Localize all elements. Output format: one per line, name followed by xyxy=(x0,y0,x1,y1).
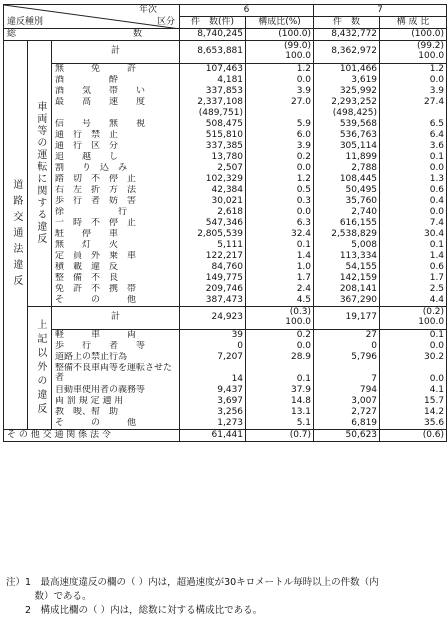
table-row xyxy=(4,63,447,75)
row-label: そ の 他 xyxy=(52,418,180,430)
table-cell: 325,992 xyxy=(314,86,380,97)
table-cell: 305,114 xyxy=(314,141,380,152)
table-cell: 142,159 xyxy=(314,273,380,284)
table-cell: 2.5 xyxy=(380,284,447,295)
table-cell: 27.4 xyxy=(380,97,447,108)
table-cell: 3,619 xyxy=(314,75,380,86)
table-cell: 387,473 xyxy=(180,295,246,307)
ratio-share: (0.2) xyxy=(422,306,445,317)
table-cell: 101,466 xyxy=(314,63,380,75)
row-label: 右 左 折 方 法 xyxy=(52,185,180,196)
table-cell: 3,007 xyxy=(314,396,380,407)
table-cell: 61,441 xyxy=(180,429,246,441)
ratio-share: (99.2) xyxy=(416,40,445,51)
table-cell: (489,751) xyxy=(180,108,246,119)
table-cell: 28.9 xyxy=(246,352,314,363)
table-cell: 30,021 xyxy=(180,196,246,207)
table-cell: 54,155 xyxy=(314,262,380,273)
table-row xyxy=(4,329,447,341)
row-label: 歩 行 者 等 xyxy=(52,341,180,352)
table-cell: 337,385 xyxy=(180,141,246,152)
footnote-line: 2 構成比欄の（ ）内は，総数に対する構成比である。 xyxy=(6,605,263,616)
table-cell: 0 xyxy=(314,341,380,352)
table-cell: 1,273 xyxy=(180,418,246,430)
table-cell: 0.0 xyxy=(380,207,447,218)
table-cell: 0.1 xyxy=(380,240,447,251)
table-row xyxy=(4,352,447,363)
table-cell: 5,796 xyxy=(314,352,380,363)
table-cell: 84,760 xyxy=(180,262,246,273)
table-cell: 508,475 xyxy=(180,119,246,130)
table-cell: 1.2 xyxy=(380,63,447,75)
table-cell: 2.4 xyxy=(246,284,314,295)
table-cell: 3,256 xyxy=(180,407,246,418)
table-cell: 536,763 xyxy=(314,130,380,141)
table-cell: 15.7 xyxy=(380,396,447,407)
table-cell: 5,008 xyxy=(314,240,380,251)
table-cell: 37.9 xyxy=(246,385,314,396)
row-label: 両 罰 規 定 適 用 xyxy=(52,396,180,407)
row-label: 歩 行 者 妨 害 xyxy=(52,196,180,207)
table-cell: 2,788 xyxy=(314,163,380,174)
table-cell: 8,432,772 xyxy=(314,28,380,40)
table-cell: 367,290 xyxy=(314,295,380,307)
table-cell: 7.4 xyxy=(380,218,447,229)
table-cell: 2,740 xyxy=(314,207,380,218)
table-cell: 1.3 xyxy=(380,174,447,185)
table-row xyxy=(4,418,447,430)
table-cell: (0.7) xyxy=(246,429,314,441)
table-cell: 515,810 xyxy=(180,130,246,141)
table-cell xyxy=(246,108,314,119)
header-corner xyxy=(4,5,180,29)
table-row xyxy=(4,97,447,108)
footnote-line: 数）である。 xyxy=(6,591,92,602)
table-cell: 6.3 xyxy=(246,218,314,229)
table-cell: 7,207 xyxy=(180,352,246,363)
table-row xyxy=(4,119,447,130)
table-cell: 8,653,881 xyxy=(180,40,246,63)
table-cell: 794 xyxy=(314,385,380,396)
table-cell: 1.0 xyxy=(246,262,314,273)
row-label: 割 り 込 み xyxy=(52,163,180,174)
table-cell: 0.0 xyxy=(246,75,314,86)
row-label: 無 免 許 xyxy=(52,63,180,75)
table-cell: 27 xyxy=(314,329,380,341)
footnotes xyxy=(6,576,379,618)
table-cell: 1.7 xyxy=(246,273,314,284)
table-cell: 4.1 xyxy=(380,385,447,396)
table-cell: 1.4 xyxy=(246,251,314,262)
other-law-label: そ の 他 交 通 関 係 法 令 xyxy=(4,429,180,441)
table-cell: 107,463 xyxy=(180,63,246,75)
table-cell: 2,727 xyxy=(314,407,380,418)
row-label: 信 号 無 視 xyxy=(52,119,180,130)
table-cell: 8,740,245 xyxy=(180,28,246,40)
table-row xyxy=(4,163,447,174)
table-cell: 0.0 xyxy=(380,75,447,86)
table-row xyxy=(4,262,447,273)
table-cell: 14.2 xyxy=(380,407,447,418)
table-cell xyxy=(246,40,314,63)
table-cell: 113,334 xyxy=(314,251,380,262)
table-cell xyxy=(380,108,447,119)
row-label: 通 行 区 分 xyxy=(52,141,180,152)
table-cell: 0.0 xyxy=(380,363,447,385)
row-label: 無 灯 火 xyxy=(52,240,180,251)
table-cell: (498,425) xyxy=(314,108,380,119)
group-vehicle-label: 車両等の運転に関する違反 xyxy=(34,101,46,246)
table-cell: 0.0 xyxy=(380,163,447,174)
header-row xyxy=(4,5,447,17)
row-label: 教 唆、幇 助 xyxy=(52,407,180,418)
table-row xyxy=(4,407,447,418)
table-cell: 3,697 xyxy=(180,396,246,407)
ratio-value: 100.0 xyxy=(418,51,445,62)
table-row xyxy=(4,185,447,196)
table-cell: 5,111 xyxy=(180,240,246,251)
row-label: 積 載 違 反 xyxy=(52,262,180,273)
table-cell: 102,329 xyxy=(180,174,246,185)
table-cell: 7 xyxy=(314,363,380,385)
row-label xyxy=(52,108,180,119)
table-row xyxy=(4,251,447,262)
row-label: そ の 他 xyxy=(52,295,180,307)
table-cell: (100.0) xyxy=(380,28,447,40)
col-label: 区分 xyxy=(157,17,176,27)
table-row xyxy=(4,429,447,441)
count-header: 件 数(件) xyxy=(180,16,246,28)
table-cell: 3.9 xyxy=(246,141,314,152)
table-row xyxy=(4,86,447,97)
table-row xyxy=(4,130,447,141)
table-cell: 0.0 xyxy=(380,341,447,352)
row-label: 最 高 速 度 xyxy=(52,97,180,108)
table-row xyxy=(4,284,447,295)
group-vehicle xyxy=(28,40,52,306)
table-row xyxy=(4,152,447,163)
table-cell: 14.8 xyxy=(246,396,314,407)
table-row xyxy=(4,341,447,352)
group-other-label: 上記以外の違反 xyxy=(34,318,46,417)
table-cell: 4.5 xyxy=(246,295,314,307)
table-cell: 0.3 xyxy=(246,196,314,207)
table-row xyxy=(4,306,447,329)
row-label: 一 時 不 停 止 xyxy=(52,218,180,229)
year-label: 年次 xyxy=(139,5,158,15)
table-row xyxy=(4,141,447,152)
row-label: 駐 停 車 xyxy=(52,229,180,240)
total-label: 総 数 xyxy=(4,28,180,40)
table-row xyxy=(4,240,447,251)
table-row xyxy=(4,273,447,284)
table-row xyxy=(4,363,447,385)
table-cell: 6.0 xyxy=(246,130,314,141)
ratio-header: 構成比(%) xyxy=(246,16,314,28)
row-label: 酒 気 帯 い xyxy=(52,86,180,97)
table-cell: 208,141 xyxy=(314,284,380,295)
table-cell: 30.4 xyxy=(380,229,447,240)
table-row xyxy=(4,108,447,119)
table-cell: 2,293,252 xyxy=(314,97,380,108)
row-label: 徐 行 xyxy=(52,207,180,218)
table-cell: 0.0 xyxy=(246,207,314,218)
traffic-violation-table xyxy=(3,4,447,442)
table-row xyxy=(4,229,447,240)
ratio-value: 100.0 xyxy=(285,317,312,328)
table-cell: 0.6 xyxy=(380,185,447,196)
table-cell: 0.2 xyxy=(246,152,314,163)
table-row xyxy=(4,218,447,229)
table-cell: 2,805,539 xyxy=(180,229,246,240)
table-cell: 35.6 xyxy=(380,418,447,430)
table-cell: 2,618 xyxy=(180,207,246,218)
table-cell: 19,177 xyxy=(314,306,380,329)
table-row xyxy=(4,396,447,407)
table-cell: 1.2 xyxy=(246,63,314,75)
table-row xyxy=(4,40,447,63)
table-cell: 1.7 xyxy=(380,273,447,284)
table-row xyxy=(4,196,447,207)
table-cell xyxy=(380,306,447,329)
year-6: 6 xyxy=(180,5,314,17)
ratio-value: 100.0 xyxy=(418,317,445,328)
year-7: 7 xyxy=(314,5,447,17)
table-cell: 547,346 xyxy=(180,218,246,229)
table-cell: 209,746 xyxy=(180,284,246,295)
row-label: 追 越 し xyxy=(52,152,180,163)
table-cell: 0.0 xyxy=(246,341,314,352)
table-cell: 6.4 xyxy=(380,130,447,141)
group-other xyxy=(28,306,52,429)
ratio-value: 100.0 xyxy=(285,51,312,62)
row-label: 通 行 禁 止 xyxy=(52,130,180,141)
table-cell: 5.9 xyxy=(246,119,314,130)
table-row xyxy=(4,28,447,40)
table-cell: 1.4 xyxy=(380,251,447,262)
table-cell: 0.5 xyxy=(246,185,314,196)
row-label: 踏 切 不 停 止 xyxy=(52,174,180,185)
table-cell: 0.0 xyxy=(246,163,314,174)
table-cell: 50,623 xyxy=(314,429,380,441)
table-cell: 11,899 xyxy=(314,152,380,163)
row-label: 軽 車 両 xyxy=(52,329,180,341)
table-cell: 13.1 xyxy=(246,407,314,418)
table-cell: 3.9 xyxy=(380,86,447,97)
group-road xyxy=(4,40,28,429)
table-cell: 1.2 xyxy=(246,174,314,185)
count-header: 件 数 xyxy=(314,16,380,28)
table-cell: 0.2 xyxy=(246,329,314,341)
table-cell: (0.6) xyxy=(380,429,447,441)
table-cell: (100.0) xyxy=(246,28,314,40)
table-cell: 30.2 xyxy=(380,352,447,363)
row-label: 整 備 不 良 xyxy=(52,273,180,284)
table-cell: 13,780 xyxy=(180,152,246,163)
group-road-label: 道路交通法違反 xyxy=(10,178,22,291)
table-cell: 4.4 xyxy=(380,295,447,307)
footnote-line: 注）1 最高速度違反の欄の（ ）内は，超過速度が30キロメートル毎時以上の件数（内 xyxy=(6,577,379,588)
table-cell: 5.1 xyxy=(246,418,314,430)
table-cell: 42,384 xyxy=(180,185,246,196)
table-cell xyxy=(380,40,447,63)
ratio-header: 構 成 比 xyxy=(380,16,447,28)
subtotal-label: 計 xyxy=(52,306,180,329)
table-cell: 32.4 xyxy=(246,229,314,240)
table-cell: 0.1 xyxy=(380,329,447,341)
table-cell: 50,495 xyxy=(314,185,380,196)
table-cell: 8,362,972 xyxy=(314,40,380,63)
table-cell xyxy=(246,306,314,329)
table-cell: 35,760 xyxy=(314,196,380,207)
row-label: 免 許 不 携 帯 xyxy=(52,284,180,295)
table-cell: 2,337,108 xyxy=(180,97,246,108)
table-cell: 108,445 xyxy=(314,174,380,185)
subtotal-label: 計 xyxy=(52,40,180,63)
table-cell: 3.6 xyxy=(380,141,447,152)
table-row xyxy=(4,295,447,307)
table-cell: 0 xyxy=(180,341,246,352)
table-cell: 0.1 xyxy=(246,363,314,385)
row-label: 酒 酔 xyxy=(52,75,180,86)
table-cell: 27.0 xyxy=(246,97,314,108)
row-label: 定 員 外 乗 車 xyxy=(52,251,180,262)
table-cell: 149,775 xyxy=(180,273,246,284)
row-label: 自動車使用者の義務等 xyxy=(52,385,180,396)
table-cell: 0.1 xyxy=(246,240,314,251)
table-cell: 2,507 xyxy=(180,163,246,174)
table-row xyxy=(4,207,447,218)
table-cell: 4,181 xyxy=(180,75,246,86)
table-cell: 616,155 xyxy=(314,218,380,229)
table-cell: 122,217 xyxy=(180,251,246,262)
table-cell: 6.5 xyxy=(380,119,447,130)
table-cell: 539,568 xyxy=(314,119,380,130)
table-cell: 0.1 xyxy=(380,152,447,163)
table-cell: 3.9 xyxy=(246,86,314,97)
table-cell: 2,538,829 xyxy=(314,229,380,240)
table-cell: 0.4 xyxy=(380,196,447,207)
table-row xyxy=(4,75,447,86)
table-cell: 0.6 xyxy=(380,262,447,273)
table-row xyxy=(4,174,447,185)
row-label: 道路上の禁止行為 xyxy=(52,352,180,363)
row-label: 違反種別 xyxy=(7,17,44,27)
table-row xyxy=(4,385,447,396)
table-cell: 9,437 xyxy=(180,385,246,396)
table-cell: 14 xyxy=(180,363,246,385)
table-cell: 39 xyxy=(180,329,246,341)
row-label: 整備不良車両等を運転させた者 xyxy=(52,363,180,385)
ratio-share: (99.0) xyxy=(283,40,312,51)
table-cell: 337,853 xyxy=(180,86,246,97)
table-cell: 24,923 xyxy=(180,306,246,329)
table-cell: 6,819 xyxy=(314,418,380,430)
ratio-share: (0.3) xyxy=(289,306,312,317)
